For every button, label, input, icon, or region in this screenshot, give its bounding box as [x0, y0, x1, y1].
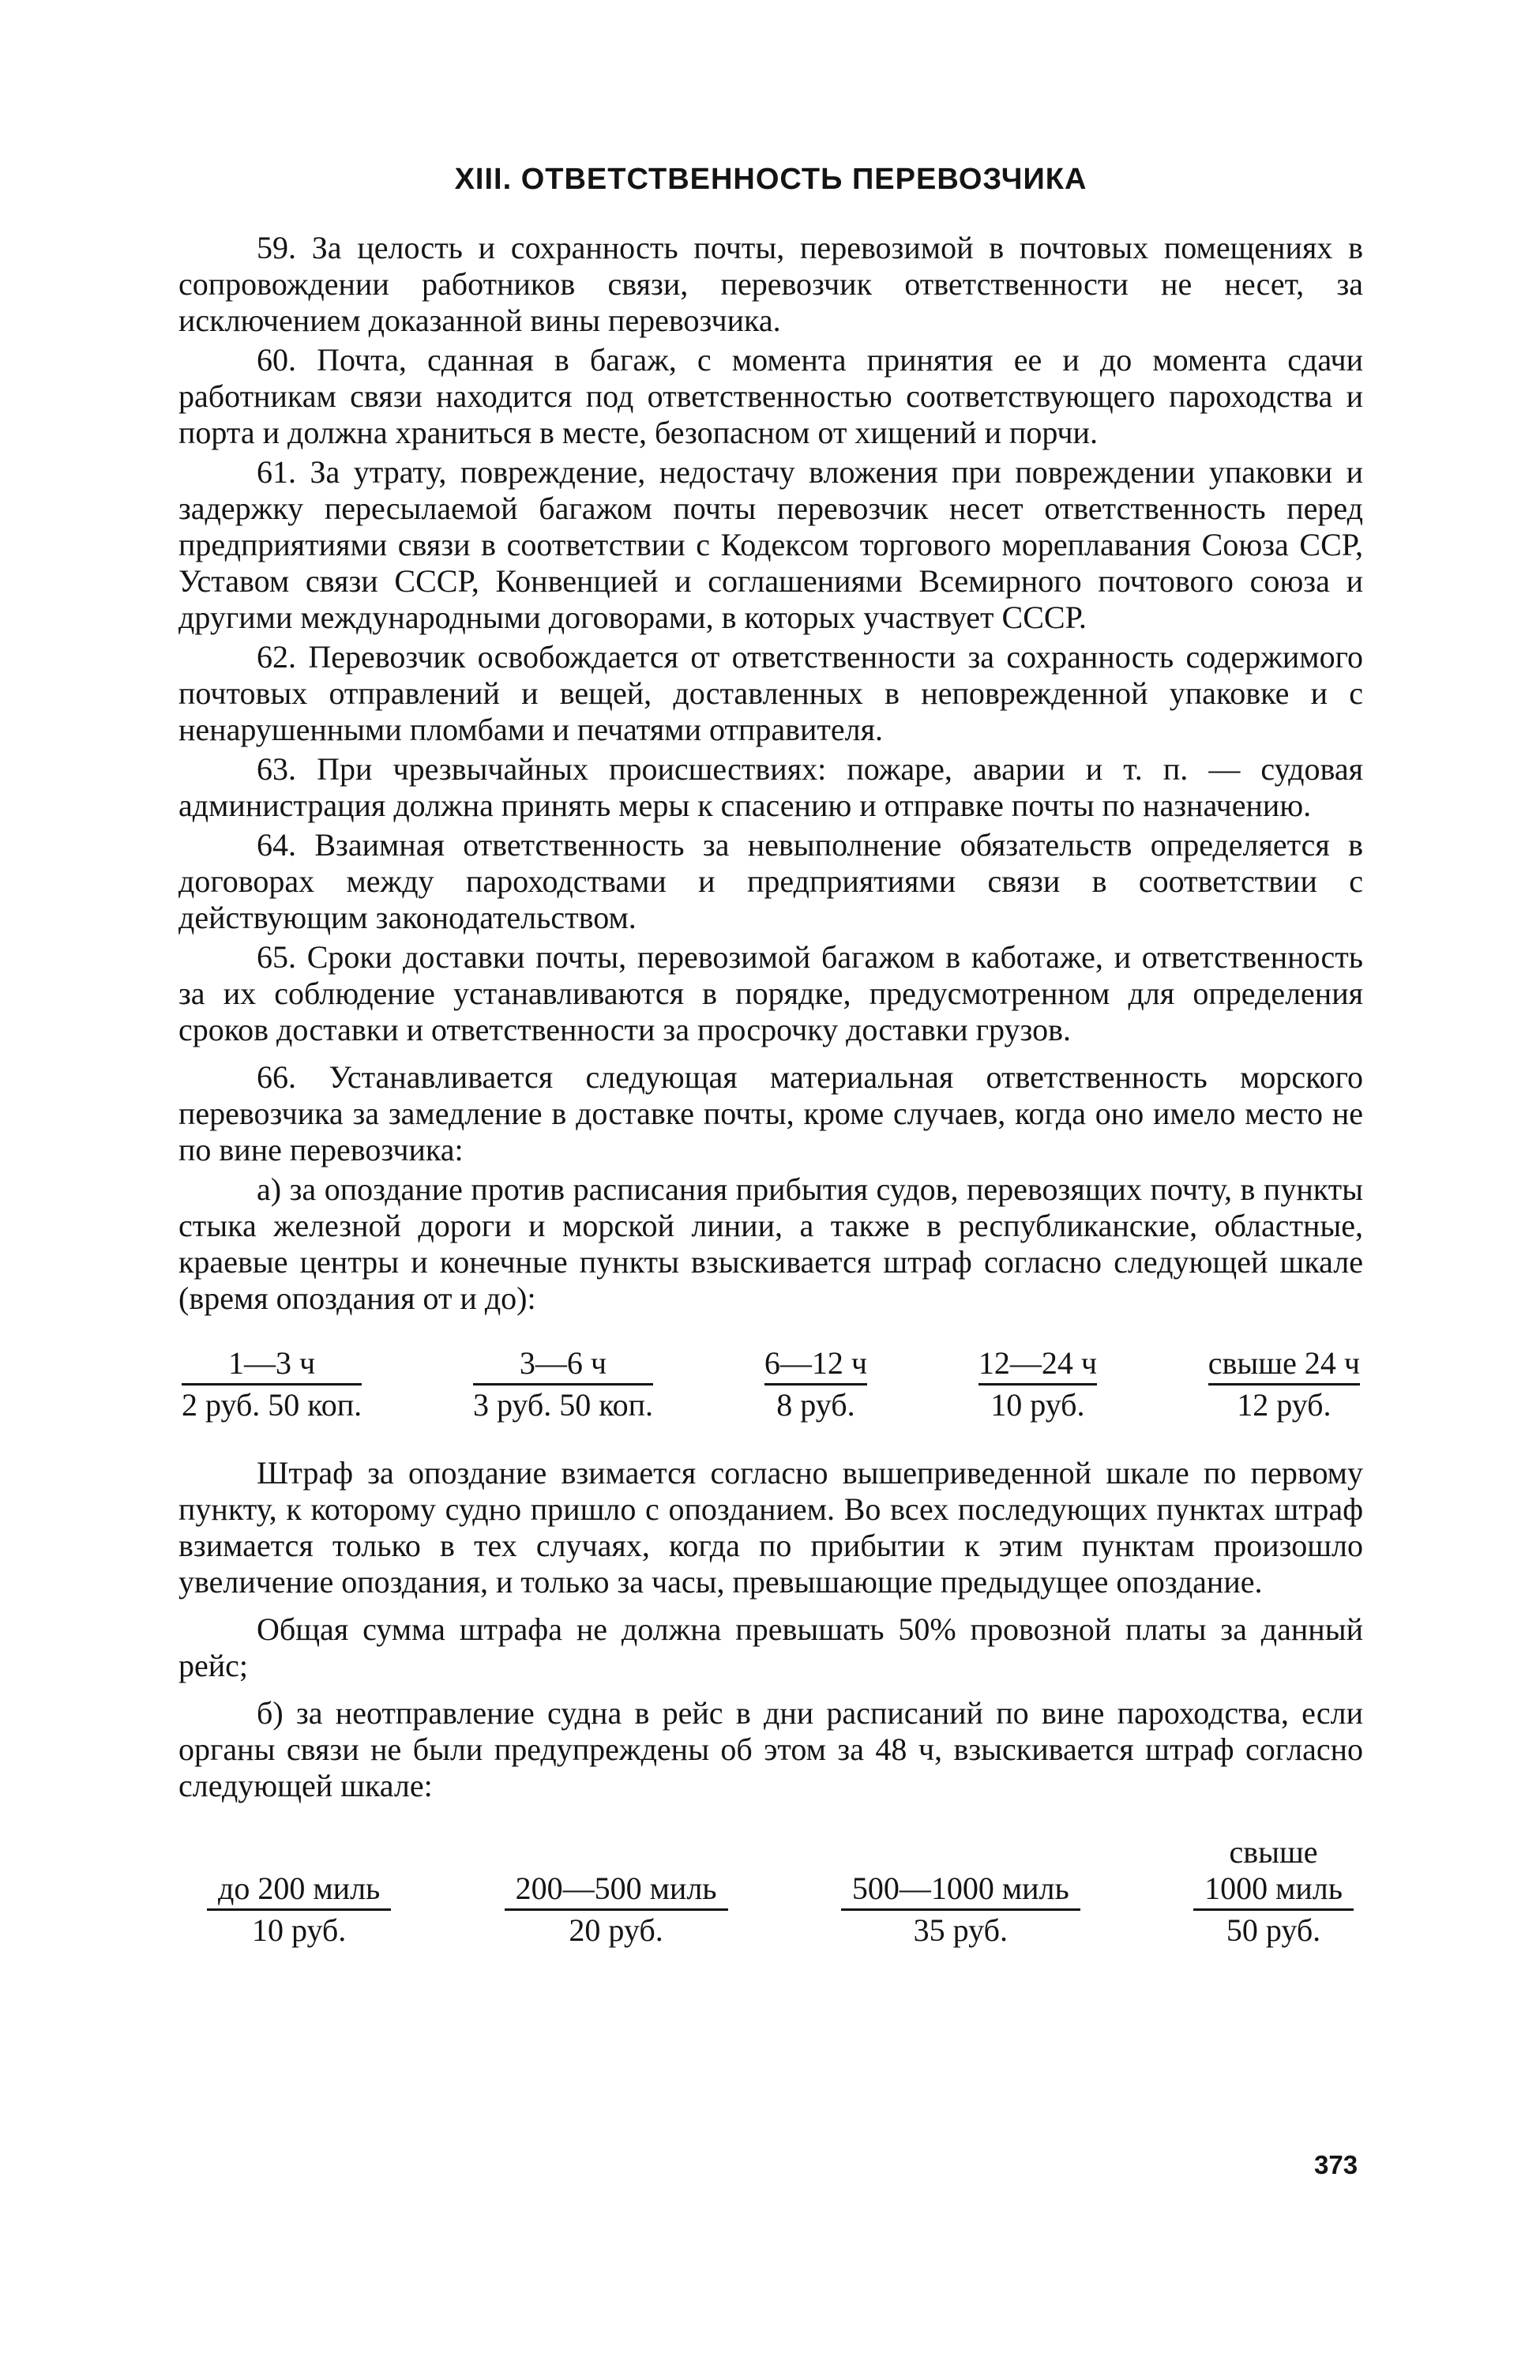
delay-time: 6—12 ч — [764, 1345, 867, 1386]
paragraph-66-b: б) за неотправление судна в рейс в дни расписаний по вине пароходства, если органы связи не были предупреждены об этом за 48 ч, взыскивается штраф согласно следующей шкале: — [178, 1695, 1363, 1803]
paragraph-66-a: а) за опоздание против расписания прибытия судов, перевозящих почту, в пункты стыка железной дороги и морской линии, а также в республиканские, областные, краевые центры и конечные пункты взыскивается штраф согласно следующей шкале (время опоздания от и до): — [178, 1171, 1363, 1316]
delay-fine: 10 руб. — [990, 1387, 1085, 1423]
delay-fine: 2 руб. 50 коп. — [182, 1387, 362, 1423]
paragraph-61: 61. За утрату, повреждение, недостачу вложения при повреждении упаковки и задержку пересылаемой багажом почты перевозчик несет ответственность перед предприятиями связи в соответствии с Кодексом торгового мореплавания Союза ССР, Уставом связи СССР, Конвенцией и соглашениями Всемирного почтового союза и другими международными договорами, в которых участвует СССР. — [178, 454, 1363, 635]
paragraph-60: 60. Почта, сданная в багаж, с момента принятия ее и до момента сдачи работникам связи находится под ответственностью соответствующего пароходства и порта и должна храниться в месте, безопасном от хищений и порчи. — [178, 342, 1363, 450]
distance-range — [505, 1834, 728, 1911]
delay-time: свыше 24 ч — [1208, 1345, 1360, 1386]
distance-fine-scale — [178, 1834, 1363, 1949]
distance-fine: 10 руб. — [251, 1912, 347, 1948]
distance-scale-item — [841, 1834, 1080, 1949]
delay-fine: 8 руб. — [776, 1387, 855, 1423]
section-title: XIII. ОТВЕТСТВЕННОСТЬ ПЕРЕВОЗЧИКА — [454, 163, 1087, 196]
distance-fine: 20 руб. — [569, 1912, 663, 1948]
paragraph-66: 66. Устанавливается следующая материальная ответственность морского перевозчика за замедление в доставке почты, кроме случаев, когда оно имело место не по вине перевозчика: — [178, 1059, 1363, 1167]
delay-scale-item — [1205, 1345, 1363, 1423]
document-page — [178, 163, 1363, 1949]
distance-range-top: свыше — [1229, 1834, 1318, 1870]
paragraph-fine-rules: Штраф за опоздание взимается согласно вышеприведенной шкале по первому пункту, к которому судно пришло с опозданием. Во всех последующих пунктах штраф взимается только в тех случаях, когда по прибытии к этим пунктам произошло увеличение опоздания, и только за часы, превышающие предыдущее опоздание. — [178, 1455, 1363, 1600]
delay-time: 12—24 ч — [978, 1345, 1097, 1386]
paragraph-63: 63. При чрезвычайных происшествиях: пожаре, аварии и т. п. — судовая администрация должна принять меры к спасению и отправке почты по назначению. — [178, 751, 1363, 823]
distance-range-label: 500—1000 миль — [851, 1871, 1069, 1906]
distance-range-label: до 200 миль — [218, 1871, 381, 1906]
distance-scale-item — [505, 1834, 728, 1949]
page-number: 373 — [1314, 2150, 1358, 2179]
delay-fine: 3 руб. 50 коп. — [472, 1387, 654, 1423]
distance-range-label: 1000 миль — [1204, 1871, 1343, 1906]
paragraph-64: 64. Взаимная ответственность за невыполнение обязательств определяется в договорах между пароходствами и предприятиями связи в соответствии с действующим законодательством. — [178, 827, 1363, 935]
delay-scale-item — [470, 1345, 656, 1423]
distance-range-label: 200—500 миль — [515, 1871, 717, 1906]
delay-time: 3—6 ч — [473, 1345, 653, 1386]
delay-time: 1—3 ч — [182, 1345, 362, 1386]
delay-scale-item — [761, 1345, 870, 1423]
delay-scale-item — [178, 1345, 365, 1423]
distance-range — [841, 1834, 1080, 1911]
delay-fine-scale — [178, 1345, 1363, 1423]
paragraph-fine-limit: Общая сумма штрафа не должна превышать 50% провозной платы за данный рейс; — [178, 1611, 1363, 1683]
paragraph-62: 62. Перевозчик освобождается от ответственности за сохранность содержимого почтовых отправлений и вещей, доставленных в неповрежденной упаковке и с ненарушенными пломбами и печатями отправителя. — [178, 639, 1363, 747]
delay-scale-item — [975, 1345, 1100, 1423]
distance-range — [207, 1834, 391, 1911]
distance-range — [1193, 1834, 1354, 1911]
distance-fine: 35 руб. — [913, 1912, 1008, 1948]
delay-fine: 12 руб. — [1237, 1387, 1332, 1423]
distance-scale-item — [1193, 1834, 1354, 1949]
paragraph-59: 59. За целость и сохранность почты, перевозимой в почтовых помещениях в сопровождении работников связи, перевозчик ответственности не несет, за исключением доказанной вины перевозчика. — [178, 230, 1363, 338]
paragraph-65: 65. Сроки доставки почты, перевозимой багажом в каботаже, и ответственность за их соблюдение устанавливаются в порядке, предусмотренном для определения сроков доставки и ответственности за просрочку доставки грузов. — [178, 939, 1363, 1047]
distance-fine: 50 руб. — [1226, 1912, 1321, 1948]
distance-scale-item — [207, 1834, 391, 1949]
